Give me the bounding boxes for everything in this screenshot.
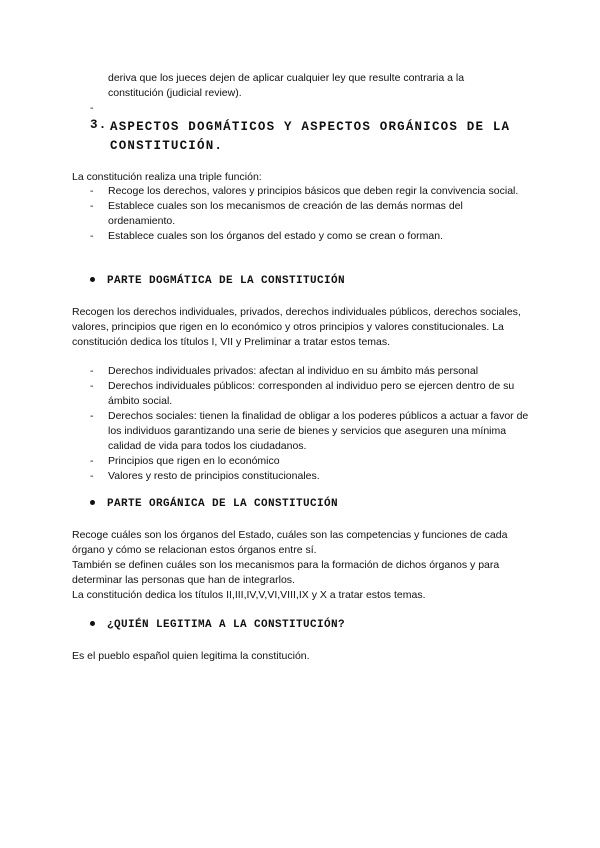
empty-list-dash: - [90,102,94,114]
legitima-heading: ¿QUIÉN LEGITIMA A LA CONSTITUCIÓN? [90,619,345,631]
dogmatica-paragraph: Recogen los derechos individuales, privados, derechos individuales públicos, derechos sociales, valores, principios que rigen en lo económico y otros principios y valores constitucionales. La constitución dedica los títulos I, VII y Preliminar a tratar estos temas. [72,306,521,348]
list-item: - Principios que rigen en lo económico [90,455,280,467]
list-item: - Recoge los derechos, valores y principios básicos que deben regir la convivencia social. [90,185,519,197]
organica-heading: PARTE ORGÁNICA DE LA CONSTITUCIÓN [90,498,338,510]
bullet-icon [90,500,95,505]
organica-paragraph-2: También se definen cuáles son los mecanismos para la formación de dichos órganos y para determinar las personas que han de integrarlos. [72,559,500,586]
list-item: - Valores y resto de principios constitucionales. [90,470,320,482]
intro-list [90,184,530,244]
list-item: - Establece cuales son los órganos del estado y como se crean o forman. [90,230,444,242]
continuation-paragraph: deriva que los jueces dejen de aplicar cualquier ley que resulte contraria a la constitución (judicial review). [108,72,465,99]
bullet-icon [90,621,95,626]
organica-paragraph-1: Recoge cuáles son los órganos del Estado, cuáles son las competencias y funciones de cada órgano y cómo se relacionan estos órganos entre sí. [72,529,508,556]
list-item: - Derechos sociales: tienen la finalidad de obligar a los poderes públicos a actuar a favor de los individuos garantizando una serie de bienes y servicios que aseguren una mínima calidad de vida para todos los ciudadanos. [90,410,529,452]
organica-paragraph-3: La constitución dedica los títulos II,III,IV,V,VI,VIII,IX y X a tratar estos temas. [72,589,426,601]
intro-text: La constitución realiza una triple función: [72,171,262,183]
list-item: - Derechos individuales privados: afectan al individuo en su ámbito más personal [90,365,479,377]
dogmatica-heading: PARTE DOGMÁTICA DE LA CONSTITUCIÓN [90,275,345,287]
list-item: - Establece cuales son los mecanismos de creación de las demás normas del ordenamiento. [90,200,463,227]
bullet-icon [90,277,95,282]
list-item: - Derechos individuales públicos: corresponden al individuo pero se ejercen dentro de su ámbito social. [90,380,515,407]
section-number: 3. [90,118,108,132]
legitima-paragraph: Es el pueblo español quien legitima la constitución. [72,650,310,662]
section-title: ASPECTOS DOGMÁTICOS Y ASPECTOS ORGÁNICOS DE LA CONSTITUCIÓN. [110,120,511,153]
dogmatica-list [90,364,530,484]
